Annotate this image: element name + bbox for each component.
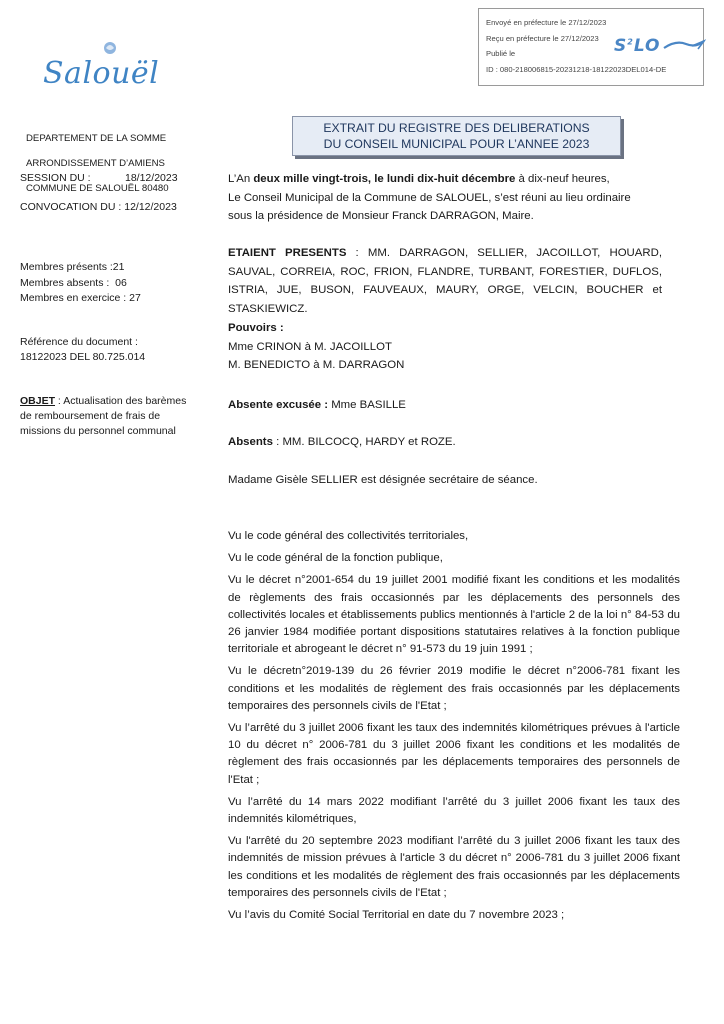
members-block (20, 260, 141, 307)
title-line-2: DU CONSEIL MUNICIPAL POUR L’ANNEE 2023 (323, 136, 590, 151)
intro-date-bold: deux mille vingt-trois, le lundi dix-huit décembre (253, 173, 516, 185)
department-header (26, 120, 169, 208)
vu-item: Vu le code général des collectivités territoriales, (228, 530, 469, 542)
s2lo-logo: $S^2LO$ (614, 36, 661, 56)
department: DEPARTEMENT DE LA SOMME (26, 132, 167, 144)
reference-label: Référence du document : (20, 336, 138, 348)
session-date: 18/12/2023 (125, 172, 178, 184)
absents-names: : MM. BILCOCQ, HARDY et ROZE. (272, 436, 456, 448)
s2lo-swoosh-icon (662, 38, 706, 52)
members-present: Membres présents :21 (20, 261, 125, 273)
members-absent: Membres absents : 06 (20, 276, 127, 289)
absents (228, 433, 456, 452)
stamp-published: Publié le (486, 49, 516, 58)
session-label: SESSION DU : (20, 172, 91, 184)
pouvoir-item: Mme CRINON à M. JACOILLOT (228, 340, 392, 353)
presents-list: : MM. DARRAGON, SELLIER, JACOILLOT, HOUARD, SAUVAL, CORREIA, ROC, FRION, FLANDRE, TURBANT, FORESTIER, DUFLOS, ISTRIA, JUE, BUSON, FAUVEAUX, MAURY, ORGE, VELCIN, BOUCHER et STASKIEWICZ. (228, 247, 662, 315)
reference-block (20, 335, 145, 365)
town-emblem-icon (102, 40, 118, 56)
pouvoirs-block (228, 319, 668, 375)
intro-suffix: à dix-neuf heures, (515, 173, 610, 185)
town-logo: Salouël (43, 56, 160, 91)
stamp-id: ID : 080-218006815-20231218-18122023DEL014-DE (486, 64, 667, 74)
absente-excusee (228, 396, 406, 415)
absents-label: Absents (228, 436, 273, 448)
stamp-sent: Envoyé en préfecture le 27/12/2023 (486, 18, 607, 27)
absente-label: Absente excusée : (228, 399, 329, 411)
vu-item: Vu l’avis du Comité Social Territorial en date du 7 novembre 2023 ; (228, 909, 565, 922)
pouvoir-item: M. BENEDICTO à M. DARRAGON (228, 359, 405, 371)
intro-line-2: Le Conseil Municipal de la Commune de SALOUEL, s’est réuni au lieu ordinaire (228, 191, 631, 204)
convocation: CONVOCATION DU : 12/12/2023 (20, 201, 177, 213)
vu-item: Vu l’arrêté du 3 juillet 2006 fixant les taux des indemnités kilométriques prévues à l'article 10 du décret n° 2006-781 du 3 juillet 2006 fixant les conditions et les modalités de règlement des frais occasionnés par les déplacements temporaires des personnels de l'Etat ; (228, 722, 680, 786)
objet-label: OBJET (20, 395, 56, 407)
vu-item: Vu le décret n°2001-654 du 19 juillet 2001 modifié fixant les conditions et les modalités de règlements des frais occasionnés par les déplacements des personnels des collectivités locales et établissements publics mentionnés à l'article 2 de la loi n° 84-53 du 26 janvier 1984 modifiée portant dispositions statutaires relatives à la fonction publique territoriale et abrogeant le décret n° 91-573 du 19 juin 1991 ; (228, 574, 680, 656)
presents-paragraph (228, 244, 662, 318)
objet-block (20, 394, 200, 439)
secretaire: Madame Gisèle SELLIER est désignée secrétaire de séance. (228, 474, 538, 486)
intro-prefix: L’An (228, 173, 254, 185)
pouvoirs-label: Pouvoirs : (228, 322, 284, 334)
vu-item: Vu l'arrêté du 20 septembre 2023 modifiant l’arrêté du 3 juillet 2006 fixant les taux des indemnités de mission prévues à l'article 3 du décret n° 2006-781 du 3 juillet 2006 fixant les conditions et les modalités de règlement des frais occasionnés par les déplacements temporaires des personnels civils de l'Etat ; (228, 835, 680, 899)
reference-value: 18122023 DEL 80.725.014 (20, 351, 146, 363)
intro-paragraph (228, 170, 668, 226)
vu-item: Vu l’arrêté du 14 mars 2022 modifiant l’arrêté du 3 juillet 2006 fixant les taux des indemnités kilométriques, (228, 795, 680, 826)
vu-list (228, 528, 680, 924)
intro-line-3: sous la présidence de Monsieur Franck DARRAGON, Maire. (228, 210, 534, 222)
members-exercice: Membres en exercice : 27 (20, 292, 141, 304)
vu-item: Vu le code général de la fonction publique, (228, 552, 443, 565)
document-title (292, 116, 621, 156)
stamp-received: Reçu en préfecture le 27/12/2023 (486, 33, 599, 43)
commune: COMMUNE DE SALOUËL 80480 (26, 182, 169, 194)
vu-item: Vu le décretn°2019-139 du 26 février 2019 modifie le décret n°2006-781 fixant les conditions et les modalités de règlement des frais occasionnés par les déplacements temporaires des personnels civils de l'Etat ; (228, 665, 680, 712)
arrondissement: ARRONDISSEMENT D’AMIENS (26, 157, 165, 169)
absente-name: Mme BASILLE (328, 399, 406, 411)
objet-text: : Actualisation des barèmes de remboursement de frais de missions du personnel communal (20, 395, 187, 437)
title-line-1: EXTRAIT DU REGISTRE DES DELIBERATIONS (323, 121, 590, 135)
presents-label: ETAIENT PRESENTS (228, 247, 347, 259)
